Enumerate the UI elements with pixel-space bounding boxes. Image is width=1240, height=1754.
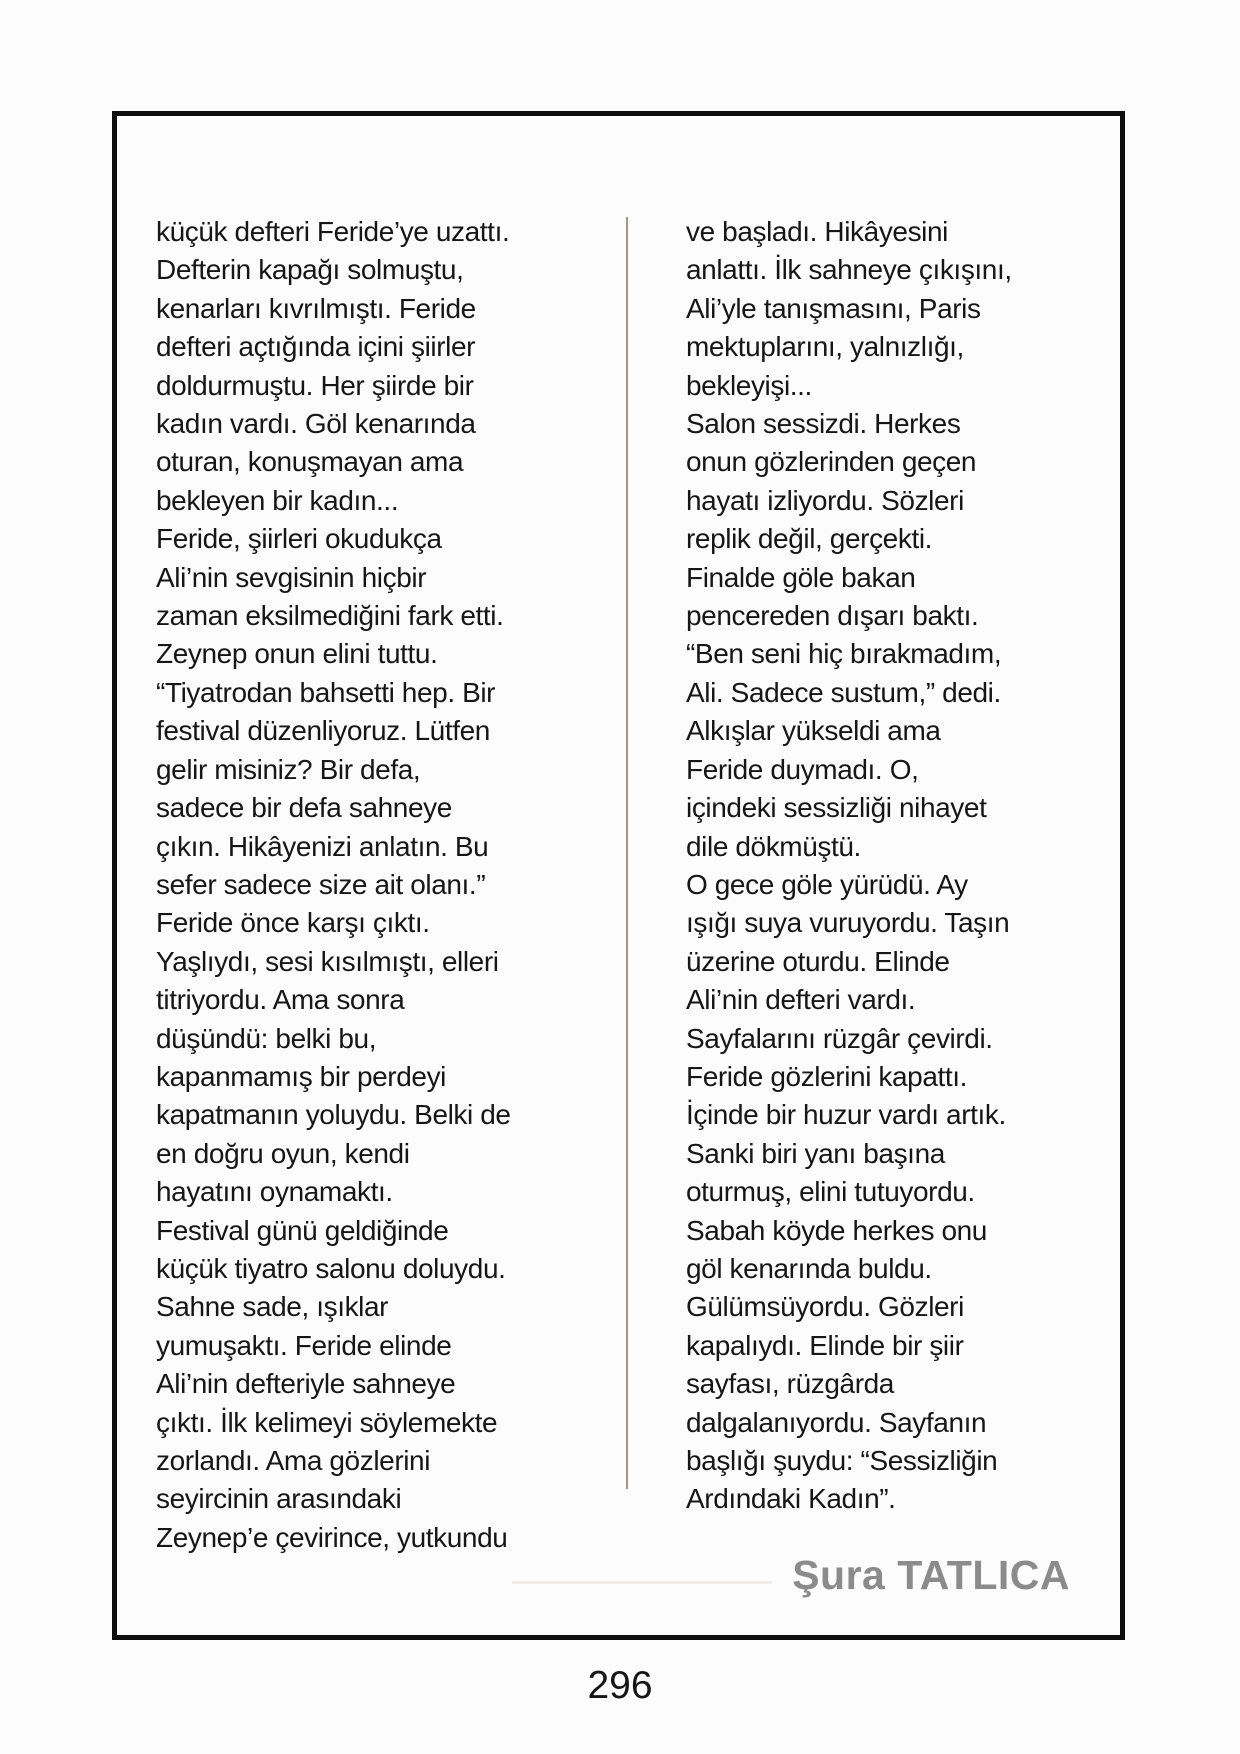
text-line: Gülümsüyordu. Gözleri — [686, 1291, 964, 1323]
text-line: bekleyişi... — [686, 369, 812, 401]
column-divider-rule — [626, 217, 628, 1489]
text-line: başlığı şuydu: “Sessizliğin — [686, 1445, 998, 1476]
text-line: sayfası, rüzgârda — [686, 1368, 894, 1400]
text-line: hayatını oynamaktı. — [156, 1176, 393, 1208]
text-line: gelir misiniz? Bir defa, — [156, 753, 421, 785]
text-line: Sanki biri yanı başına — [686, 1137, 945, 1169]
text-line: sefer sadece size ait olanı.” — [156, 868, 486, 900]
text-line: Zeynep onun elini tuttu. — [156, 638, 438, 670]
text-line: Feride duymadı. O, — [686, 753, 919, 785]
text-line: Sayfalarını rüzgâr çevirdi. — [686, 1022, 993, 1054]
text-line: ve başladı. Hikâyesini — [686, 216, 948, 247]
text-line: kadın vardı. Göl kenarında — [156, 408, 476, 440]
text-line: kapatmanın yoluydu. Belki de — [156, 1099, 511, 1131]
text-line: küçük defteri Feride’ye uzattı. — [156, 216, 510, 247]
text-line: üzerine oturdu. Elinde — [686, 945, 950, 977]
text-line: düşündü: belki bu, — [156, 1022, 377, 1054]
text-line: Defterin kapağı solmuştu, — [156, 254, 464, 286]
text-line: ışığı suya vuruyordu. Taşın — [686, 907, 1010, 939]
text-line: onun gözlerinden geçen — [686, 446, 977, 478]
text-line: çıkın. Hikâyenizi anlatın. Bu — [156, 830, 489, 862]
text-line: göl kenarında buldu. — [686, 1252, 932, 1284]
text-line: festival düzenliyoruz. Lütfen — [156, 715, 490, 747]
text-line: Festival günü geldiğinde — [156, 1214, 449, 1246]
text-line: içindeki sessizliği nihayet — [686, 792, 987, 824]
text-line: oturan, konuşmayan ama — [156, 446, 464, 478]
story-column-right — [686, 213, 1012, 1519]
text-line: Sahne sade, ışıklar — [156, 1291, 389, 1323]
text-line: küçük tiyatro salonu doluydu. — [156, 1252, 506, 1284]
text-line: Alkışlar yükseldi ama — [686, 715, 941, 747]
text-line: replik değil, gerçekti. — [686, 523, 933, 555]
text-line: Sabah köyde herkes onu — [686, 1214, 987, 1246]
text-line: dile dökmüştü. — [686, 830, 861, 862]
text-line: zorlandı. Ama gözlerini — [156, 1445, 431, 1476]
text-line: Ali’yle tanışmasını, Paris — [686, 292, 981, 324]
text-line: Ali. Sadece sustum,” dedi. — [686, 676, 1001, 708]
text-line: anlattı. İlk sahneye çıkışını, — [686, 254, 1012, 286]
author-signature: Şura TATLICA — [792, 1552, 1070, 1598]
text-line: Yaşlıydı, sesi kısılmıştı, elleri — [156, 945, 499, 977]
text-line: Zeynep’e çevirince, yutkundu — [156, 1521, 508, 1553]
text-line: mektuplarını, yalnızlığı, — [686, 331, 964, 363]
text-line: kapalıydı. Elinde bir şiir — [686, 1329, 964, 1361]
page-number: 296 — [587, 1664, 653, 1707]
text-line: Feride gözlerini kapattı. — [686, 1060, 968, 1092]
text-line: seyircinin arasındaki — [156, 1483, 402, 1515]
text-line: Ali’nin defteriyle sahneye — [156, 1368, 456, 1400]
text-line: en doğru oyun, kendi — [156, 1137, 410, 1169]
text-line: O gece göle yürüdü. Ay — [686, 868, 968, 900]
text-line: kenarları kıvrılmıştı. Feride — [156, 292, 476, 324]
text-line: Feride, şiirleri okudukça — [156, 523, 442, 555]
text-line: oturmuş, elini tutuyordu. — [686, 1176, 975, 1208]
text-line: İçinde bir huzur vardı artık. — [686, 1099, 1006, 1131]
text-line: titriyordu. Ama sonra — [156, 984, 405, 1016]
text-line: “Tiyatrodan bahsetti hep. Bir — [156, 676, 496, 708]
text-line: çıktı. İlk kelimeyi söylemekte — [156, 1406, 498, 1438]
text-line: Ali’nin defteri vardı. — [686, 984, 916, 1016]
text-line: pencereden dışarı baktı. — [686, 600, 979, 632]
text-line: “Ben seni hiç bırakmadım, — [686, 638, 1002, 670]
text-line: doldurmuştu. Her şiirde bir — [156, 369, 474, 401]
text-line: hayatı izliyordu. Sözleri — [686, 484, 964, 516]
text-line: dalgalanıyordu. Sayfanın — [686, 1406, 987, 1438]
text-line: kapanmamış bir perdeyi — [156, 1060, 446, 1092]
text-line: sadece bir defa sahneye — [156, 792, 452, 824]
text-line: bekleyen bir kadın... — [156, 484, 399, 516]
text-line: Feride önce karşı çıktı. — [156, 907, 430, 939]
text-line: Finalde göle bakan — [686, 561, 916, 593]
text-line: Salon sessizdi. Herkes — [686, 408, 961, 440]
text-line: Ali’nin sevgisinin hiçbir — [156, 561, 427, 593]
text-line: defteri açtığında içini şiirler — [156, 331, 476, 363]
text-line: yumuşaktı. Feride elinde — [156, 1329, 452, 1361]
story-column-left — [156, 213, 511, 1557]
text-line: zaman eksilmediğini fark etti. — [156, 600, 504, 632]
text-line: Ardındaki Kadın”. — [686, 1483, 896, 1515]
faint-scan-rule — [512, 1581, 772, 1584]
